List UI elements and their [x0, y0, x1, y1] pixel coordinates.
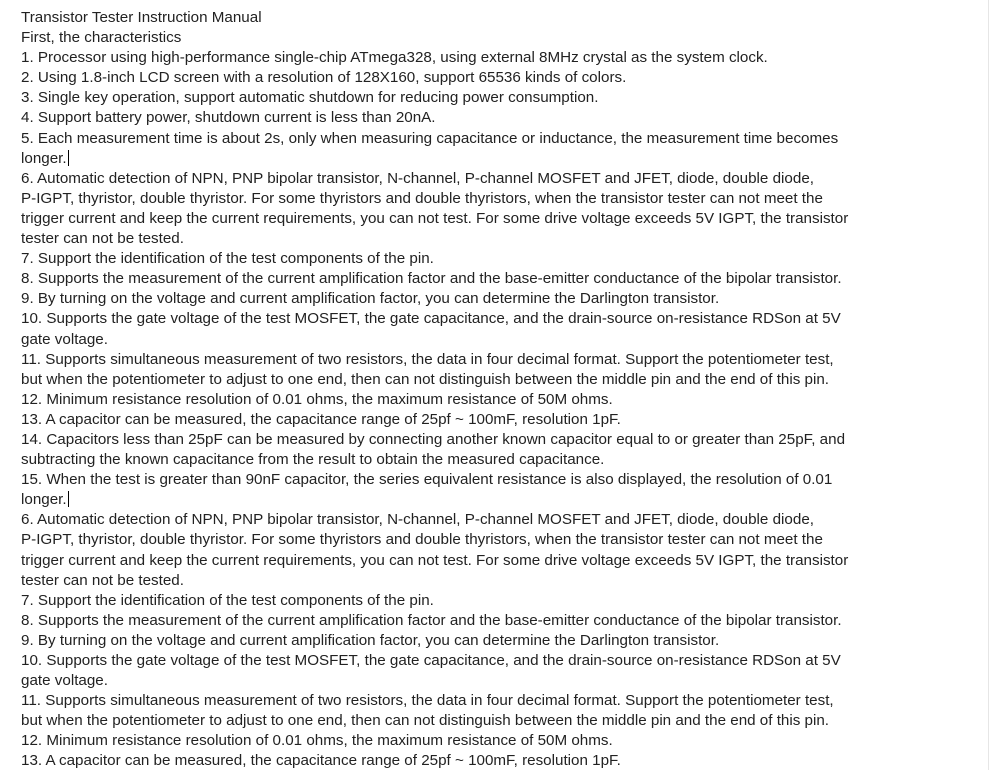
- section-heading: First, the characteristics: [21, 29, 182, 47]
- text-line: gate voltage.: [21, 330, 108, 348]
- text-line: 7. Support the identification of the test components of the pin.: [21, 591, 434, 609]
- text-line: 12. Minimum resistance resolution of 0.01 ohms, the maximum resistance of 50M ohms.: [21, 390, 613, 408]
- document-title: Transistor Tester Instruction Manual: [21, 9, 262, 26]
- text-line: tester can not be tested.: [21, 571, 184, 589]
- text-line-with-caret: [21, 490, 971, 510]
- text-line: 8. Supports the measurement of the current amplification factor and the base-emitter conductance of the bipolar transistor.: [21, 270, 842, 288]
- text-line: gate voltage.: [21, 672, 108, 690]
- text-line: subtracting the known capacitance from the result to obtain the measured capacitance.: [21, 451, 605, 469]
- text-line: 10. Supports the gate voltage of the test MOSFET, the gate capacitance, and the drain-source on-resistance RDSon at 5V: [21, 652, 841, 669]
- text-line: but when the potentiometer to adjust to one end, then can not distinguish between the middle pin and the end of this pin.: [21, 370, 830, 388]
- text-line: 2. Using 1.8-inch LCD screen with a resolution of 128X160, support 65536 kinds of colors.: [21, 69, 627, 87]
- text-line: 9. By turning on the voltage and current amplification factor, you can determine the Darlington transistor.: [21, 631, 720, 649]
- text-line: 13. A capacitor can be measured, the capacitance range of 25pf ~ 100mF, resolution 1pF.: [21, 410, 621, 428]
- text-line: trigger current and keep the current requirements, you can not test. For some drive voltage exceeds 5V IGPT, the transistor: [21, 551, 849, 569]
- text-line: trigger current and keep the current requirements, you can not test. For some drive voltage exceeds 5V IGPT, the transistor: [21, 209, 849, 227]
- text-line: P-IGPT, thyristor, double thyristor. For some thyristors and double thyristors, when the transistor tester can not meet the: [21, 189, 823, 207]
- text-line: 6. Automatic detection of NPN, PNP bipolar transistor, N-channel, P-channel MOSFET and JFET, diode, double diode,: [21, 511, 814, 529]
- text-line: 11. Supports simultaneous measurement of two resistors, the data in four decimal format. Support the potentiometer test,: [21, 692, 834, 710]
- text-line: longer.: [21, 149, 67, 167]
- text-line: tester can not be tested.: [21, 230, 184, 248]
- text-line-with-caret: [21, 149, 971, 169]
- text-line: longer.: [21, 491, 67, 509]
- text-line: 11. Supports simultaneous measurement of two resistors, the data in four decimal format. Support the potentiometer test,: [21, 350, 834, 368]
- document-text-area[interactable]: [21, 8, 971, 772]
- text-line: 13. A capacitor can be measured, the capacitance range of 25pf ~ 100mF, resolution 1pF.: [21, 752, 621, 770]
- text-line: 1. Processor using high-performance single-chip ATmega328, using external 8MHz crystal as the system clock.: [21, 49, 768, 67]
- text-line: 4. Support battery power, shutdown current is less than 20nA.: [21, 109, 436, 127]
- text-line: P-IGPT, thyristor, double thyristor. For some thyristors and double thyristors, when the transistor tester can not meet the: [21, 531, 823, 549]
- text-caret: [68, 150, 69, 166]
- text-line: 8. Supports the measurement of the current amplification factor and the base-emitter conductance of the bipolar transistor.: [21, 611, 842, 629]
- text-line: 3. Single key operation, support automatic shutdown for reducing power consumption.: [21, 89, 599, 107]
- text-caret: [68, 491, 69, 507]
- text-line: 9. By turning on the voltage and current amplification factor, you can determine the Darlington transistor.: [21, 290, 720, 308]
- text-line: 15. When the test is greater than 90nF capacitor, the series equivalent resistance is also displayed, the resolution of 0.01: [21, 471, 833, 489]
- text-line: 6. Automatic detection of NPN, PNP bipolar transistor, N-channel, P-channel MOSFET and JFET, diode, double diode,: [21, 169, 814, 187]
- text-line: 10. Supports the gate voltage of the test MOSFET, the gate capacitance, and the drain-source on-resistance RDSon at 5V: [21, 310, 841, 328]
- text-line: 7. Support the identification of the test components of the pin.: [21, 250, 434, 268]
- text-line: but when the potentiometer to adjust to one end, then can not distinguish between the middle pin and the end of this pin.: [21, 712, 830, 730]
- text-line: 5. Each measurement time is about 2s, only when measuring capacitance or inductance, the measurement time becomes: [21, 129, 839, 147]
- text-line: 12. Minimum resistance resolution of 0.01 ohms, the maximum resistance of 50M ohms.: [21, 732, 613, 750]
- text-line: 14. Capacitors less than 25pF can be measured by connecting another known capacitor equal to or greater than 25pF, and: [21, 430, 846, 448]
